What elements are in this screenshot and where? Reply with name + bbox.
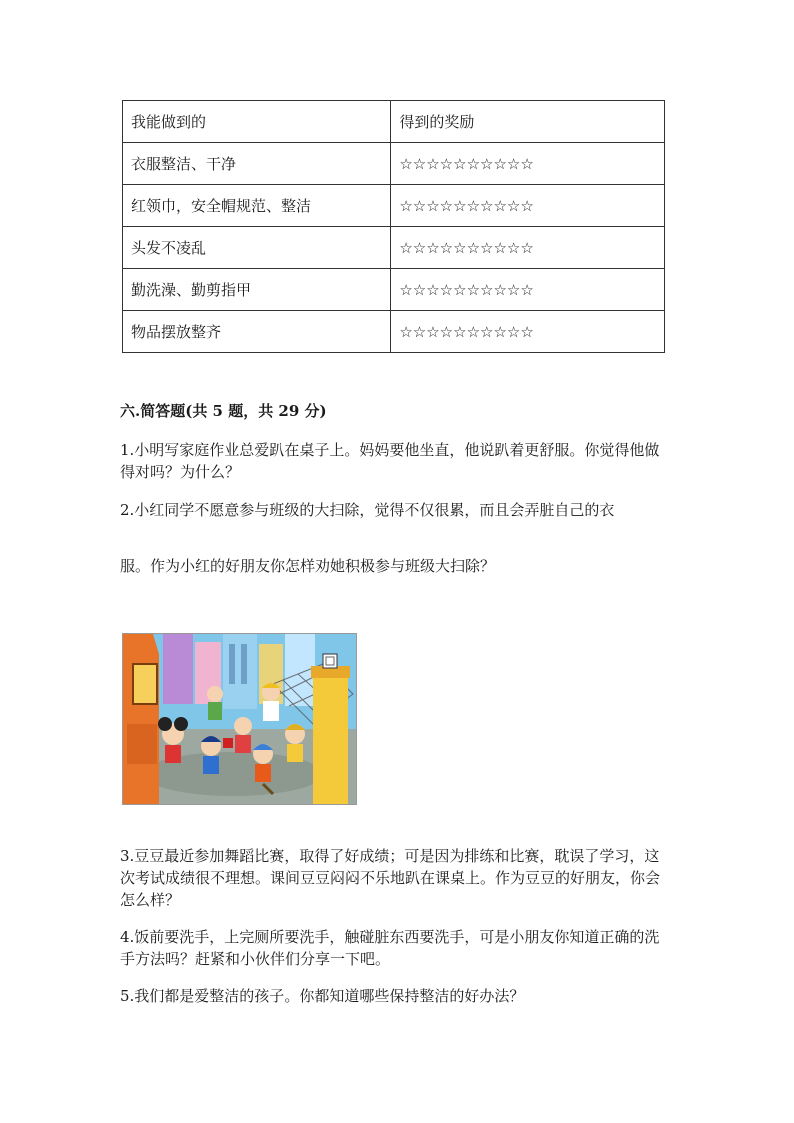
question-1: 1.小明写家庭作业总爱趴在桌子上。妈妈要他坐直，他说趴着更舒服。你觉得他做得对吗？为什么？ — [120, 441, 660, 481]
table-cell-reward-stars: ☆☆☆☆☆☆☆☆☆☆ — [391, 143, 665, 185]
section-title: 六.简答题(共 5 题，共 29 分) — [120, 402, 327, 420]
table-cell-reward-stars: ☆☆☆☆☆☆☆☆☆☆ — [391, 185, 665, 227]
child-figure — [262, 683, 280, 721]
table-row — [123, 185, 665, 227]
illustration-svg — [123, 634, 356, 804]
question-2-part-2: 服。作为小红的好朋友你怎样劝她积极参与班级大扫除？ — [120, 557, 496, 575]
child-figure — [207, 686, 223, 720]
table-cell-reward-stars: ☆☆☆☆☆☆☆☆☆☆ — [391, 269, 665, 311]
question-2-part-1: 2.小红同学不愿意参与班级的大扫除，觉得不仅很累，而且会弄脏自己的衣 — [120, 501, 615, 519]
table-cell-reward-stars: ☆☆☆☆☆☆☆☆☆☆ — [391, 311, 665, 353]
table-row — [123, 227, 665, 269]
table-cell-item: 衣服整洁、干净 — [123, 143, 391, 185]
table-header-cell: 得到的奖励 — [391, 101, 665, 143]
table-cell-item: 勤洗澡、勤剪指甲 — [123, 269, 391, 311]
table-cell-item: 红领巾，安全帽规范、整洁 — [123, 185, 391, 227]
question-4: 4.饭前要洗手，上完厕所要洗手，触碰脏东西要洗手，可是小朋友你知道正确的洗手方法吗？赶紧和小伙伴们分享一下吧。 — [120, 928, 660, 968]
table-row — [123, 269, 665, 311]
cartoon-children-cleaning-illustration — [122, 633, 357, 805]
table-header-row — [123, 101, 665, 143]
reward-table — [122, 100, 665, 353]
table-row — [123, 311, 665, 353]
question-3: 3.豆豆最近参加舞蹈比赛，取得了好成绩；可是因为排练和比赛，耽误了学习，这次考试成绩很不理想。课间豆豆闷闷不乐地趴在课桌上。作为豆豆的好朋友，你会怎么样？ — [120, 847, 661, 909]
table-row — [123, 143, 665, 185]
question-5: 5.我们都是爱整洁的孩子。你都知道哪些保持整洁的好办法？ — [120, 987, 525, 1005]
table-cell-reward-stars: ☆☆☆☆☆☆☆☆☆☆ — [391, 227, 665, 269]
table-cell-item: 物品摆放整齐 — [123, 311, 391, 353]
child-figure — [234, 717, 252, 753]
table-header-cell: 我能做到的 — [123, 101, 391, 143]
table-cell-item: 头发不凌乱 — [123, 227, 391, 269]
